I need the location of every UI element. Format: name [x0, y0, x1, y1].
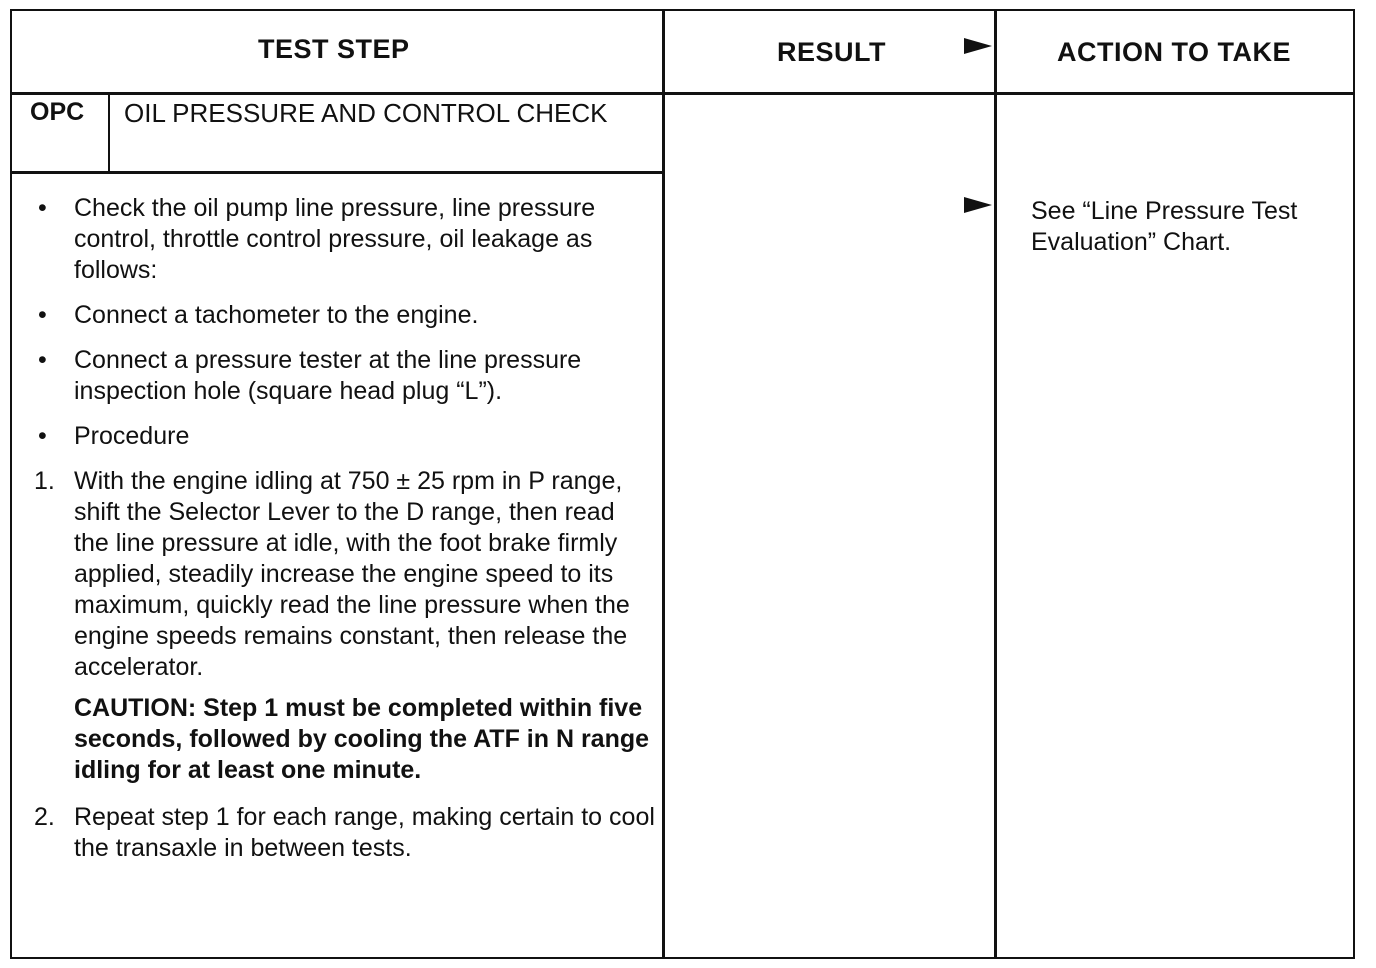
header-result: RESULT [777, 37, 886, 67]
divider-result-action [994, 9, 997, 959]
divider-opc-code [108, 94, 110, 172]
list-item [34, 802, 656, 864]
step-text: With the engine idling at 750 ± 25 rpm in P range, shift the Selector Lever to the D range, then read the line pressure at idle, with the foot brake firmly applied, steadily increase the engine speed to its maximum, quickly read the line pressure when the engine speeds remains constant, then release the accelerator. [74, 467, 630, 681]
bullet-icon: • [38, 194, 47, 222]
section-title: OIL PRESSURE AND CONTROL CHECK [124, 98, 608, 128]
list-item [38, 193, 656, 286]
caution-note: CAUTION: Step 1 must be completed within five seconds, followed by cooling the ATF in N range idling for at least one minute. [74, 694, 650, 784]
step-text: Check the oil pump line pressure, line pressure control, throttle control pressure, oil leakage as follows: [74, 194, 596, 284]
step-number: 1. [34, 467, 55, 495]
step-text: Connect a pressure tester at the line pressure inspection hole (square head plug “L”). [74, 346, 582, 405]
test-step-body [34, 193, 656, 878]
list-item [38, 345, 656, 407]
opc-row-rule [10, 171, 664, 174]
step-text: Repeat step 1 for each range, making certain to cool the transaxle in between tests. [74, 803, 655, 862]
list-item [38, 421, 656, 452]
divider-step-result [662, 9, 665, 959]
section-code: OPC [30, 98, 85, 126]
action-text: See “Line Pressure Test Evaluation” Chart. [1031, 197, 1298, 256]
bullet-icon: • [38, 301, 47, 329]
list-item [38, 300, 656, 331]
bullet-icon: • [38, 422, 47, 450]
header-test-step: TEST STEP [258, 34, 410, 64]
header-rule [10, 92, 1355, 95]
step-number: 2. [34, 803, 55, 831]
bullet-icon: • [38, 346, 47, 374]
step-text: Connect a tachometer to the engine. [74, 301, 479, 329]
arrow-icon [964, 197, 992, 213]
arrow-icon [964, 38, 992, 54]
step-text: Procedure [74, 422, 190, 450]
header-action: ACTION TO TAKE [1057, 37, 1291, 67]
list-item [34, 466, 656, 683]
